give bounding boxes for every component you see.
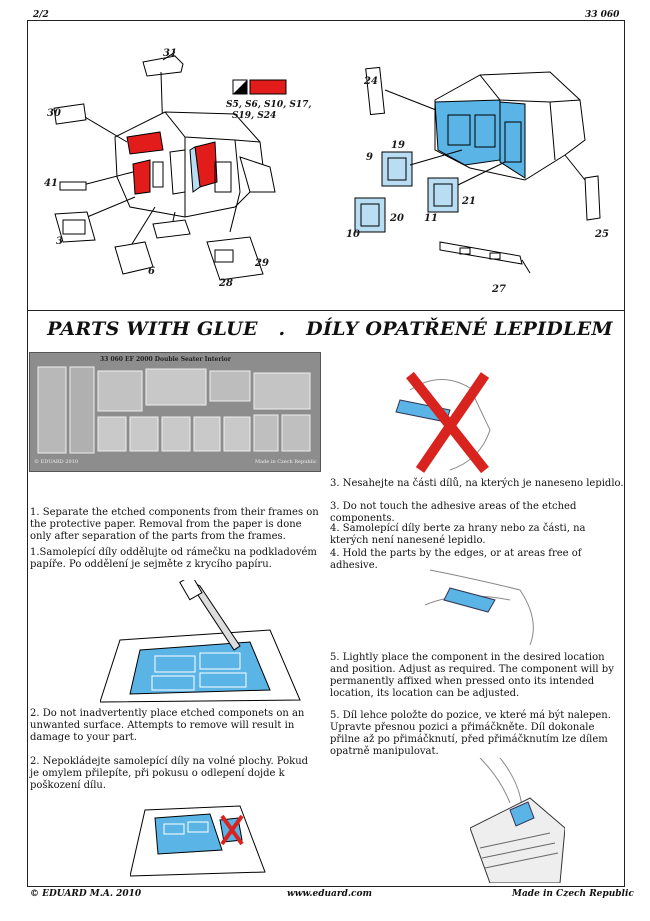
section-divider [27,310,625,311]
glue-legend-parts: S5, S6, S10, S17, [226,100,312,110]
footer-website[interactable]: www.eduard.com [287,889,373,899]
section-title-en: PARTS WITH GLUE [47,318,258,340]
part-label: 3 [56,236,63,247]
kit-number: 33 060 [585,10,620,20]
part-label: 24 [364,76,378,87]
place-component-illustration [470,758,565,883]
glue-legend-parts-2: S19, S24 [232,111,277,121]
part-label: 41 [44,178,58,189]
fret-caption-top: 33 060 EF 2000 Double Seater Interior [100,356,231,363]
part-label: 10 [346,229,360,240]
section-title [40,318,620,340]
part-label: 6 [148,266,155,277]
instruction-4-cz: 4. Samolepící díly berte za hrany nebo za části, na kterých není nanesené lepidlo. [330,523,586,546]
part-label: 21 [462,196,476,207]
part-label: 20 [390,213,404,224]
part-label: 31 [163,48,177,59]
part-label: 28 [219,278,233,289]
hold-by-edges-illustration [420,560,550,650]
section-title-cz: DÍLY OPATŘENÉ LEPIDLEM [306,318,613,340]
instruction-1-en: 1. Separate the etched components from their frames on the protective paper. Removal from the paper is done only after separation of the parts from the frames. [30,507,319,542]
instruction-5-en: 5. Lightly place the component in the desired location and position. Adjust as required. The component will by permanently affixed when pressed onto its intended location, its location can be adjusted. [330,652,614,699]
part-label: 29 [255,258,269,269]
instruction-1-cz: 1.Samolepící díly oddělujte od rámečku na podkladovém papíře. Po oddělení je sejměte z krycího papíru. [30,547,317,570]
instruction-3-en: 3. Do not touch the adhesive areas of the etched components. [330,501,577,524]
instruction-2-cz: 2. Nepokládejte samolepící díly na volné plochy. Pokud je omylem přilepíte, při pokusu o odlepení dojde k poškození dílu. [30,756,309,791]
cockpit-rear-diagram [340,60,620,300]
part-label: 19 [391,140,405,151]
cockpit-front-diagram [35,42,325,304]
wrong-placement-illustration [130,800,270,880]
part-label: 30 [47,108,61,119]
glue-legend [226,100,312,122]
page-number: 2/2 [33,10,49,20]
fret-caption-origin: Made in Czech Republic [255,459,317,465]
instruction-5-cz: 5. Díl lehce položte do pozice, ve které má být nalepen. Upravte přesnou pozici a přimáčkněte. Díl dokonale přilne až po přimáčknutí, před přimáčknutím lze dílem opatrně manipulovat. [330,710,611,757]
section-title-sep: . [278,318,286,340]
instruction-4-en: 4. Hold the parts by the edges, or at areas free of adhesive. [330,548,582,571]
part-label: 25 [595,229,609,240]
part-label: 27 [492,284,506,295]
footer-origin: Made in Czech Republic [512,889,634,899]
fret-caption-copyright: © EDUARD 2010 [34,459,79,465]
instruction-3-cz: 3. Nesahejte na části dílů, na kterých je naneseno lepidlo. [330,478,624,489]
knife-peel-illustration [100,580,310,705]
do-not-touch-illustration [390,370,510,475]
part-label: 11 [424,213,438,224]
footer-copyright: © EDUARD M.A. 2010 [30,889,142,899]
fret-parts-illustration [36,365,314,457]
instruction-2-en: 2. Do not inadvertently place etched componets on an unwanted surface. Attempts to remove will result in damage to your part. [30,708,305,743]
etched-fret-photo [29,352,321,472]
part-label: 9 [366,152,373,163]
